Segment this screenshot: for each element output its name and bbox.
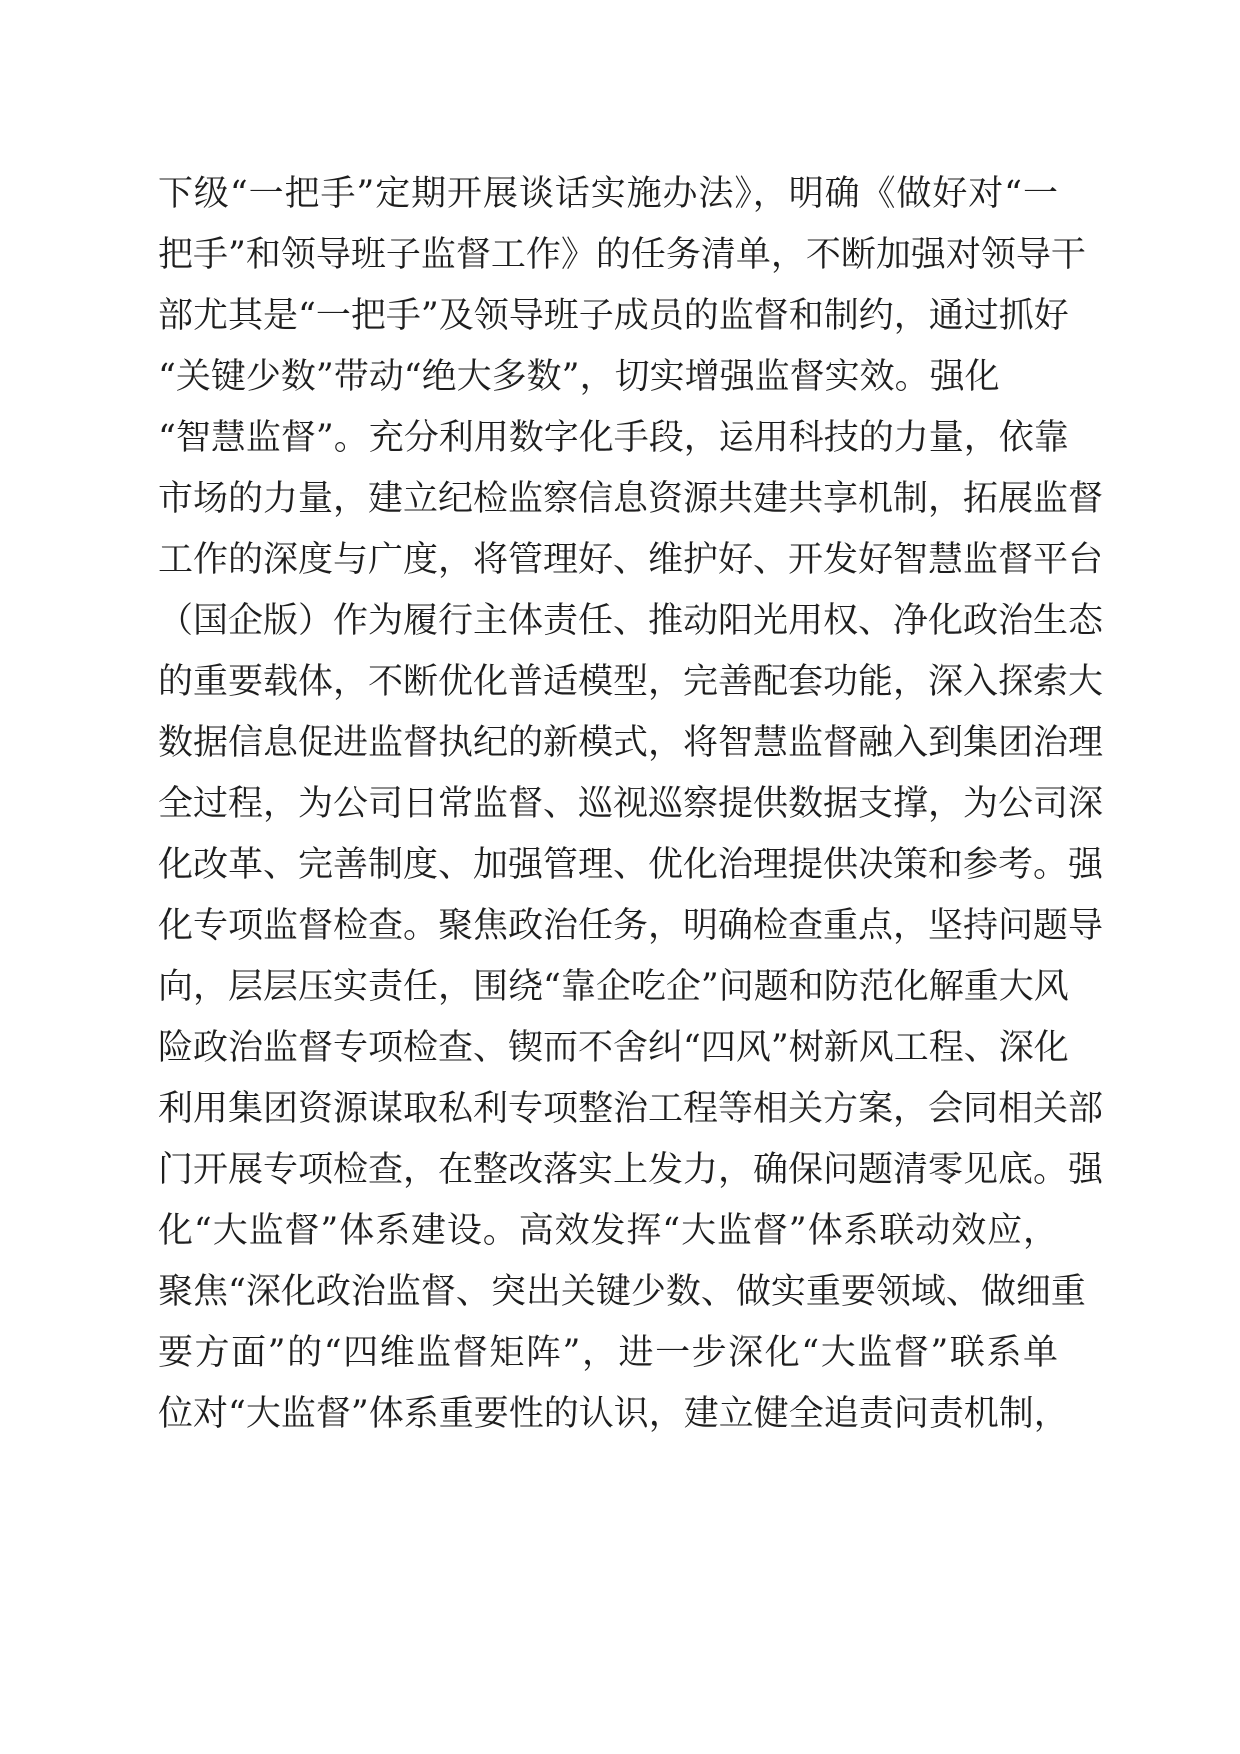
text-line: 利用集团资源谋取私利专项整治工程等相关方案，会同相关部 bbox=[158, 1089, 1104, 1129]
text-line: 全过程，为公司日常监督、巡视巡察提供数据支撑，为公司深 bbox=[158, 784, 1104, 824]
text-line: 位对“大监督”体系重要性的认识，建立健全追责问责机制， bbox=[158, 1394, 1069, 1434]
text-line: 的重要载体，不断优化普适模型，完善配套功能，深入探索大 bbox=[158, 662, 1104, 702]
text-line: 化专项监督检查。聚焦政治任务，明确检查重点，坚持问题导 bbox=[158, 906, 1104, 946]
text-line: 化改革、完善制度、加强管理、优化治理提供决策和参考。强 bbox=[158, 845, 1104, 885]
text-line: 下级“一把手”定期开展谈话实施办法》，明确《做好对“一 bbox=[158, 174, 1058, 214]
text-line: 要方面”的“四维监督矩阵”，进一步深化“大监督”联系单 bbox=[158, 1333, 1058, 1373]
text-line: 把手”和领导班子监督工作》的任务清单，不断加强对领导干 bbox=[158, 235, 1086, 275]
text-line: 市场的力量，建立纪检监察信息资源共建共享机制，拓展监督 bbox=[158, 479, 1104, 519]
text-line: 门开展专项检查，在整改落实上发力，确保问题清零见底。强 bbox=[158, 1150, 1104, 1190]
text-line: 向，层层压实责任，围绕“靠企吃企”问题和防范化解重大风 bbox=[158, 967, 1069, 1007]
text-line: （国企版）作为履行主体责任、推动阳光用权、净化政治生态 bbox=[158, 601, 1104, 641]
text-line: 工作的深度与广度，将管理好、维护好、开发好智慧监督平台 bbox=[158, 540, 1104, 580]
text-line: “智慧监督”。充分利用数字化手段，运用科技的力量，依靠 bbox=[158, 418, 1069, 458]
text-line: 数据信息促进监督执纪的新模式，将智慧监督融入到集团治理 bbox=[158, 723, 1104, 763]
text-line: 险政治监督专项检查、锲而不舍纠“四风”树新风工程、深化 bbox=[158, 1028, 1069, 1068]
text-line: 化“大监督”体系建设。高效发挥“大监督”体系联动效应， bbox=[158, 1211, 1058, 1251]
text-line: 聚焦“深化政治监督、突出关键少数、做实重要领域、做细重 bbox=[158, 1272, 1086, 1312]
text-line: “关键少数”带动“绝大多数”，切实增强监督实效。强化 bbox=[158, 357, 1000, 397]
text-line: 部尤其是“一把手”及领导班子成员的监督和制约，通过抓好 bbox=[158, 296, 1069, 336]
